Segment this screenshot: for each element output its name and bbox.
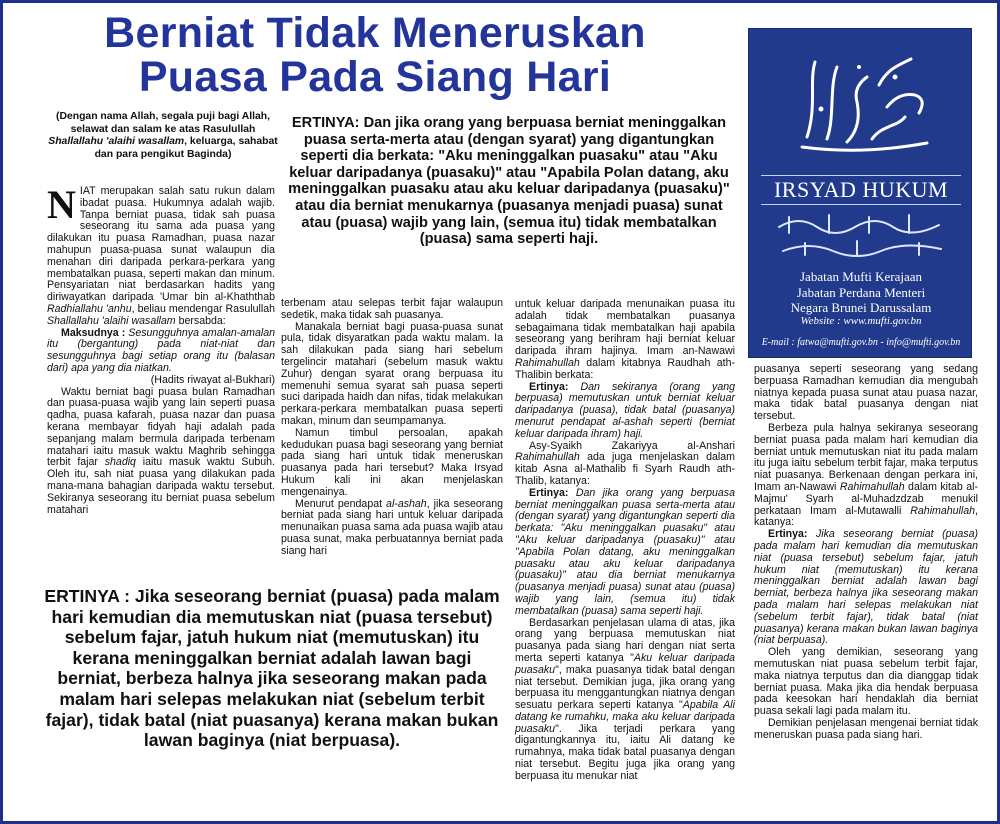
text-italic: shadiq xyxy=(104,456,136,469)
ertinya-text: Dan jika orang yang berpuasa berniat meninggalkan puasa serta-merta atau (dengan syarat) yang digantungkan seperti dia berkata: "Aku meninggalkan puasaku" atau "Aku keluar daripadanya (puasaku)" atau "Apabila Polan datang, aku meninggalkan puasaku atau aku keluar daripadanya (puasaku)" atau dia berniat menukarnya (puasanya menjadi puasa) sunat atau (puasa) wajib yang lain, (semua itu) tidak membatalkan (puasa) sama seperti haji. xyxy=(515,486,735,617)
paragraph xyxy=(754,423,978,529)
article-column-1 xyxy=(47,182,276,516)
article-column-3 xyxy=(515,299,735,783)
ertinya-quote xyxy=(515,488,735,618)
text-run: ". Jika terjadi perkara yang digantungkannya itu, iaitu Ali datang ke rumahnya, maka tidak batal puasanya dengan niat tersebut. Begitu juga jika orang yang berpuasa itu menukar niat xyxy=(515,722,735,782)
logo-website: Website : www.mufti.gov.bn xyxy=(800,315,922,327)
text-italic: Shallallahu 'alaihi wasallam xyxy=(47,314,176,327)
ertinya-label: Ertinya: xyxy=(529,486,569,499)
maksudnya-paragraph xyxy=(47,328,275,375)
text-italic: Rahimahullah xyxy=(839,480,905,493)
ertinya-label: Ertinya: xyxy=(768,528,808,541)
intro-text: (Dengan nama Allah, segala puji bagi Allah, selawat dan salam ke atas Rasulullah xyxy=(55,111,270,135)
paragraph xyxy=(515,441,735,488)
text-run: untuk keluar daripada menunaikan puasa itu adalah tidak membatalkan puasanya sebagaimana tidak membatalkan haji apabila seseorang yang berihram haji berniat keluar daripada ihram hajinya. Imam an-Nawawi xyxy=(515,298,735,358)
text-run: ", maka puasanya tidak batal dengan niat tersebut. Demikian juga, jika orang yang berpuasa itu menggantungkan niatnya dengan sesuatu perkara seperti katanya " xyxy=(515,663,735,712)
ertinya-text: Dan jika orang yang berpuasa berniat meninggalkan puasa serta-merta atau (dengan syarat) yang digantungkan seperti dia berkata: "Aku meninggalkan puasaku" atau "Aku keluar daripadanya (puasaku)" atau "Apabila Polan datang, aku meninggalkan puasaku atau aku keluar daripadanya (puasaku)" atau dia berniat menukarnya (puasanya menjadi puasa) sunat atau (puasa) wajib yang lain, (semua itu) tidak membatalkan (puasa) sama seperti haji. xyxy=(288,115,730,248)
arabic-calligraphy-icon xyxy=(787,47,937,157)
logo-department xyxy=(757,269,965,316)
title-line-2: Puasa Pada Siang Hari xyxy=(138,53,612,101)
intro-text-end: , keluarga, sahabat dan para pengikut Baginda) xyxy=(94,136,278,160)
ertinya-callout-top xyxy=(283,115,735,248)
text-run: Asy-Syaikh Zakariyya al-Anshari xyxy=(529,439,735,452)
paragraph: Demikian penjelasan mengenai berniat tidak meneruskan puasa pada siang hari. xyxy=(754,716,978,741)
logo-line: Jabatan Mufti Kerajaan xyxy=(799,269,922,284)
paragraph: Namun timbul persoalan, apakah kedudukan puasa bagi seseorang yang berniat pada siang hari untuk tidak meneruskan puasanya pada hari tersebut? Maka Irsyad Hukum kali ini akan menjelaskan mengenainya. xyxy=(281,426,503,498)
paragraph: puasanya seperti seseorang yang sedang berpuasa Ramadhan kemudian dia mengubah niatnya kepada puasa sunat atau puasa nazar, maka tidak batal puasanya dengan niat tersebut. xyxy=(754,363,978,423)
text-italic: Rahimahullah xyxy=(515,451,580,464)
ertinya-label: ERTINYA : xyxy=(44,586,131,606)
paragraph xyxy=(281,499,503,558)
intro-paragraph xyxy=(47,111,279,161)
logo-line: Negara Brunei Darussalam xyxy=(790,300,932,315)
text-run: Menurut pendapat xyxy=(295,497,387,510)
logo-line: Jabatan Perdana Menteri xyxy=(796,284,926,300)
paragraph: Manakala berniat bagi puasa-puasa sunat pula, tidak disyaratkan pada waktu malam. Ia sah dilakukan pada siang hari sebelum tergelincir matahari (sebelum masuk waktu Zuhur) dengan syarat orang berpuasa itu memenuhi semua syarat sah puasa seperti suci daripada haidh dan nifas, tidak melakukan perkara-perkara membatalkan puasa seperti makan, minum dan seumpamanya. xyxy=(281,320,503,427)
logo-email: E-mail : fatwa@mufti.gov.bn - info@mufti.gov.bn xyxy=(761,337,961,348)
text-italic: al-ashah xyxy=(386,497,427,510)
text-italic: Rahimahullah xyxy=(910,504,976,517)
text-run: Berdasarkan penjelasan ulama di atas, jika orang yang berpuasa memutuskan niat puasanya pada siang hari dengan niat serta merta seperti katanya " xyxy=(515,616,735,664)
ertinya-label: ERTINYA: xyxy=(291,115,360,131)
page-title xyxy=(21,11,729,99)
maksudnya-label: Maksudnya : xyxy=(61,326,126,339)
ertinya-text: Dan sekiranya (orang yang berpuasa) memutuskan untuk berniat keluar daripadanya (puasa), tidak batal (puasanya) menurut pendapat al-ashah seperti (berniat keluar daripada ihram) haji. xyxy=(515,380,735,440)
text-run: , katanya: xyxy=(754,504,978,529)
text-run: iaitu masuk waktu Subuh. Oleh itu, sah niat puasa yang dilakukan pada mana-mana bahagian daripada waktu tersebut. Sekiranya seseorang itu berniat puasa sebelum matahari xyxy=(47,456,275,516)
text-run: , jika seseorang berniat pada siang hari untuk keluar daripada menunaikan puasa sama ada puasa wajib atau puasa sunat, maka perbuatannya berniat pada siang hari xyxy=(281,497,503,557)
text-italic: Radhiallahu 'anhu xyxy=(47,302,132,315)
ertinya-text: Jika seseorang berniat (puasa) pada malam hari kemudian dia memutuskan niat (puasa tersebut) sebelum fajar, jatuh hukum niat (memutuskan) itu kerana meninggalkan berniat adalah lawan bagi berniat, berbeza halnya jika seseorang makan pada malam hari selepas melakukan niat (sebelum terbit fajar), tidak batal (niat puasanya) kerana makan bukan lawan baginya (niat berpuasa). xyxy=(754,528,978,647)
text-run: Waktu berniat bagi puasa bulan Ramadhan dan puasa-puasa wajib yang lain seperti puasa qadha, puasa kafarah, puasa nazar dan puasa kerana membayar fidyah haji adalah pada sepanjang malam bermula daripada terbenam matahari iaitu masuk waktu Maghrib sehingga terbit fajar xyxy=(47,385,275,469)
paragraph: Oleh yang demikian, seseorang yang memutuskan niat puasa sebelum terbit fajar, maka niatnya terputus dan dia dianggap tidak berniat puasa. Maka jika dia hendak berpuasa pada keesokan hari hendaklah dia berniat puasa sekali lagi pada malam itu. xyxy=(754,646,978,718)
intro-italic: Shallallahu 'alaihi wasallam xyxy=(48,136,185,148)
hadith-reference: (Hadits riwayat al-Bukhari) xyxy=(150,373,275,386)
text-italic: Aku keluar daripada puasaku xyxy=(515,651,735,676)
paragraph xyxy=(515,299,735,382)
arabic-script-icon xyxy=(769,207,953,261)
text-run: bersabda: xyxy=(175,314,226,327)
ertinya-label: Ertinya: xyxy=(529,380,569,393)
text-run: Berbeza pula halnya sekiranya seseorang berniat puasa pada malam hari kemudian dia berniat untuk memutuskan niat itu pada malam itu juga iaitu sebelum terbit fajar, maka terputus niat puasanya. Berkenaan dengan perkara ini, Imam an-Nawawi xyxy=(754,421,978,493)
ertinya-quote xyxy=(754,529,978,647)
paragraph: terbenam atau selepas terbit fajar walaupun sedetik, maka tidak sah puasanya. xyxy=(281,297,503,321)
article-column-4 xyxy=(754,364,978,742)
paragraph xyxy=(47,182,275,328)
ertinya-callout-bottom xyxy=(43,586,501,751)
drop-cap: N xyxy=(47,182,76,227)
ertinya-quote xyxy=(515,382,735,441)
text-run: IAT merupakan salah satu rukun dalam ibadat puasa. Hukumnya adalah wajib. Tanpa berniat puasa, tidak sah puasa seseorang itu sama ada puasa yang dilakukan itu puasa Ramadhan, puasa nazar mahupun puasa-puasa sunat walaupun dia menahan diri daripada perkara-perkara yang membatalkan puasa, seperti makan dan minum. Pensyariatan niat berdasarkan hadits yang diriwayatkan daripada 'Umar bin al-Khaththab xyxy=(47,185,275,304)
text-italic: Rahimahullah xyxy=(515,356,580,369)
paragraph xyxy=(515,618,735,783)
text-run: dalam kitab al-Majmu' Syarh al-Muhadzdzab menukil perkataan Imam al-Mutawalli xyxy=(754,480,978,517)
text-run: dalam kitabnya Raudhah ath-Thalibin berkata: xyxy=(515,356,735,381)
title-line-1: Berniat Tidak Meneruskan xyxy=(104,9,646,57)
logo-brand: IRSYAD HUKUM xyxy=(761,175,961,205)
article-column-2 xyxy=(281,298,503,558)
maksudnya-text: Sesungguhnya amalan-amalan itu (bergantung) pada niat-niat dan sesungguhnya bagi setiap orang itu (balasan dari) apa yang dia niatkan. xyxy=(47,326,276,374)
paragraph xyxy=(47,387,275,517)
irsyad-hukum-logo xyxy=(748,28,972,358)
text-italic: Apabila Ali datang ke rumahku, maka aku keluar daripada puasaku xyxy=(515,699,735,735)
ertinya-text: Jika seseorang berniat (puasa) pada malam hari kemudian dia memutuskan niat (puasa tersebut) sebelum fajar, jatuh hukum niat (memutuskan) itu kerana meninggalkan berniat adalah lawan bagi berniat, berbeza halnya jika seseorang makan pada malam hari selepas melakukan niat (sebelum terbit fajar), tidak batal (niat puasanya) kerana makan bukan lawan baginya (niat berpuasa). xyxy=(45,586,500,751)
text-run: ada juga menjelaskan dalam kitab Asna al-Mathalib fi Syarh Raudh ath-Thalib, katanya: xyxy=(515,451,735,487)
text-run: , beliau mendengar Rasulullah xyxy=(131,302,275,315)
